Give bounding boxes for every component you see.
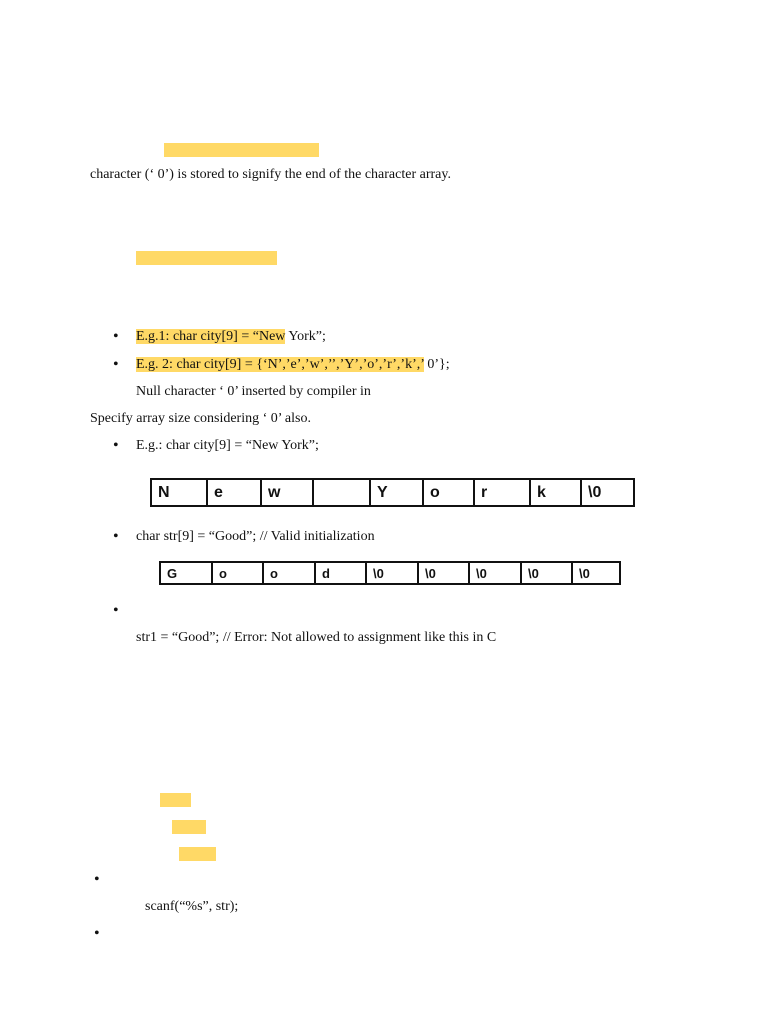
example-1-highlighted: E.g.1: char city[9] = “New bbox=[136, 329, 286, 344]
bullet-icon: • bbox=[113, 437, 119, 454]
array-diagram-new-york bbox=[150, 478, 635, 507]
example-3: E.g.: char city[9] = “New York”; bbox=[136, 438, 319, 453]
array-cell: \0 bbox=[579, 565, 590, 581]
array-cell: \0 bbox=[522, 563, 573, 583]
str1-assign-line: str1 = “Good”; // Error: Not allowed to assignment like this in C bbox=[136, 630, 497, 645]
highlight-bar bbox=[164, 143, 319, 157]
bullet-icon: • bbox=[113, 528, 119, 545]
array-cell: o bbox=[264, 563, 316, 583]
array-cell: w bbox=[262, 480, 314, 505]
null-char-note: character (‘ 0’) is stored to signify the end of the character array. bbox=[90, 167, 451, 182]
array-cell: \0 bbox=[419, 563, 470, 583]
array-cell bbox=[314, 480, 371, 505]
null-inserted-note: Null character ‘ 0’ inserted by compiler in bbox=[136, 384, 371, 399]
bullet-icon: • bbox=[94, 871, 100, 888]
array-cell: \0 bbox=[588, 483, 602, 501]
array-cell: d bbox=[316, 563, 367, 583]
array-cell: G bbox=[161, 563, 213, 583]
highlight-bar bbox=[160, 793, 191, 807]
bullet-icon: • bbox=[113, 328, 119, 345]
example-2-highlighted: E.g. 2: char city[9] = {‘N’,’e’,’w’,’’,’Y’,’o’,’r’,’k’,’ bbox=[136, 357, 424, 372]
specify-size-note: Specify array size considering ‘ 0’ also. bbox=[90, 411, 311, 426]
array-cell: \0 bbox=[470, 563, 522, 583]
array-cell: k bbox=[531, 480, 582, 505]
bullet-icon: • bbox=[94, 925, 100, 942]
scanf-line: scanf(“%s”, str); bbox=[145, 899, 239, 914]
array-cell: o bbox=[424, 480, 475, 505]
array-cell: \0 bbox=[367, 563, 419, 583]
example-1-rest: York”; bbox=[285, 329, 326, 344]
str-init-line: char str[9] = “Good”; // Valid initialization bbox=[136, 529, 375, 544]
example-2 bbox=[136, 356, 450, 374]
highlight-bar bbox=[136, 251, 277, 265]
bullet-icon: • bbox=[113, 602, 119, 619]
array-cell: N bbox=[152, 480, 208, 505]
example-1 bbox=[136, 328, 326, 346]
array-cell: r bbox=[475, 480, 531, 505]
array-cell: o bbox=[213, 563, 264, 583]
array-cell: e bbox=[208, 480, 262, 505]
bullet-icon: • bbox=[113, 356, 119, 373]
array-diagram-good bbox=[159, 561, 621, 585]
highlight-bar bbox=[179, 847, 216, 861]
example-2-rest: 0’}; bbox=[423, 357, 450, 372]
array-cell: Y bbox=[371, 480, 424, 505]
highlight-bar bbox=[172, 820, 206, 834]
